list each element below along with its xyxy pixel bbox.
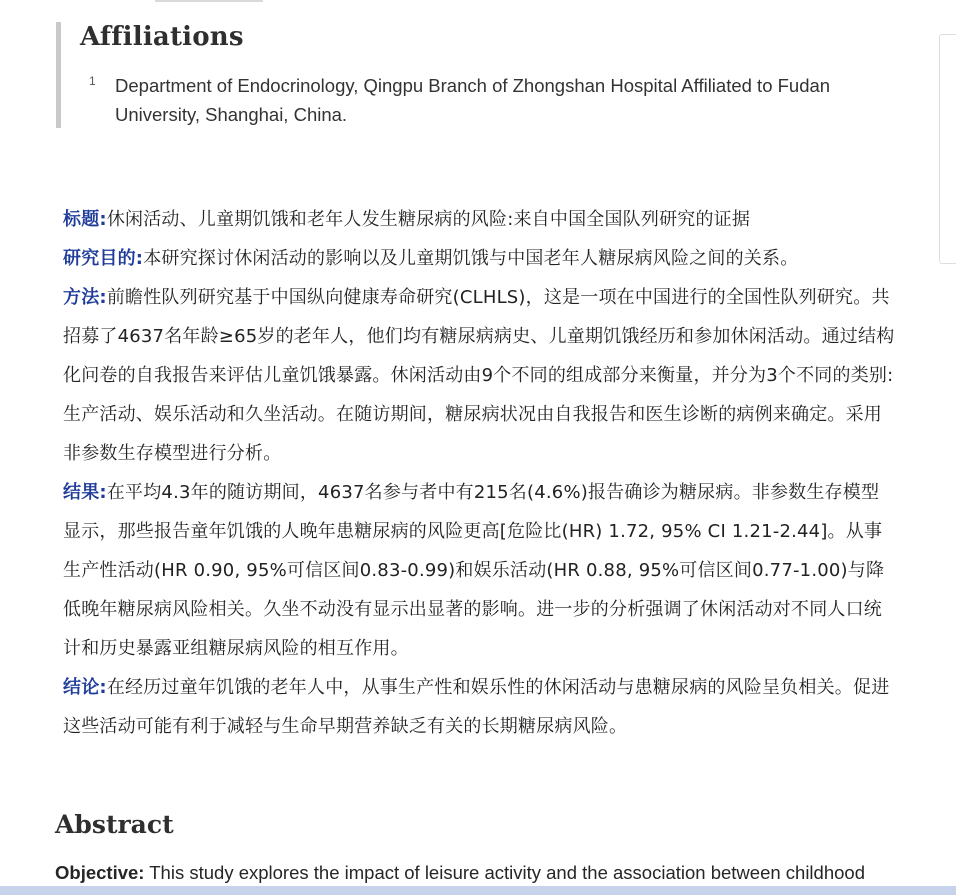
cn-results-label: 结果: (63, 482, 107, 503)
cn-results-paragraph (63, 473, 895, 668)
affiliation-item (89, 71, 889, 129)
cn-title-label: 标题: (63, 209, 107, 230)
chinese-abstract (63, 200, 895, 746)
cn-conclusion-paragraph (63, 668, 895, 746)
bottom-status-strip (0, 886, 956, 895)
cn-methods-text: 前瞻性队列研究基于中国纵向健康寿命研究(CLHLS)，这是一项在中国进行的全国性队列研究。共招募了4637名年龄≥65岁的老年人，他们均有糖尿病病史、儿童期饥饿经历和参加休闲活动。通过结构化问卷的自我报告来评估儿童饥饿暴露。休闲活动由9个不同的组成部分来衡量，并分为3个不同的类别:生产活动、娱乐活动和久坐活动。在随访期间，糖尿病状况由自我报告和医生诊断的病例来确定。采用非参数生存模型进行分析。 (63, 287, 895, 464)
cn-conclusion-text: 在经历过童年饥饿的老年人中，从事生产性和娱乐性的休闲活动与患糖尿病的风险呈负相关。促进这些活动可能有利于减轻与生命早期营养缺乏有关的长期糖尿病风险。 (63, 677, 890, 737)
cn-results-text: 在平均4.3年的随访期间，4637名参与者中有215名(4.6%)报告确诊为糖尿病。非参数生存模型显示，那些报告童年饥饿的人晚年患糖尿病的风险更高[危险比(HR) 1.72, 95% CI 1.21-2.44]。从事生产性活动(HR 0.90, 95%可信区间0.83-0.99)和娱乐活动(HR 0.88, 95%可信区间0.77-1.00)与降低晚年糖尿病风险相关。久坐不动没有显示出显著的影响。进一步的分析强调了休闲活动对不同人口统计和历史暴露亚组糖尿病风险的相互作用。 (63, 482, 885, 659)
side-panel-edge (939, 34, 956, 264)
cn-objective-text: 本研究探讨休闲活动的影响以及儿童期饥饿与中国老年人糖尿病风险之间的关系。 (143, 248, 799, 269)
cn-title-paragraph (63, 200, 895, 239)
affiliation-text: Department of Endocrinology, Qingpu Branch of Zhongshan Hospital Affiliated to Fudan University, Shanghai, China. (115, 75, 831, 125)
affiliations-section (56, 22, 901, 128)
cn-title-text: 休闲活动、儿童期饥饿和老年人发生糖尿病的风险:来自中国全国队列研究的证据 (106, 209, 751, 230)
cn-objective-paragraph (63, 239, 895, 278)
cn-objective-label: 研究目的: (63, 248, 144, 269)
affiliation-number: 1 (89, 74, 96, 88)
objective-label: Objective: (55, 862, 145, 883)
abstract-objective (55, 860, 955, 886)
cn-conclusion-label: 结论: (63, 677, 107, 698)
abstract-heading: Abstract (55, 810, 174, 839)
top-divider (155, 0, 263, 2)
cn-methods-label: 方法: (63, 287, 107, 308)
objective-text: This study explores the impact of leisure activity and the association between childhood (144, 862, 865, 883)
cn-methods-paragraph (63, 278, 895, 473)
affiliations-heading: Affiliations (80, 22, 244, 52)
